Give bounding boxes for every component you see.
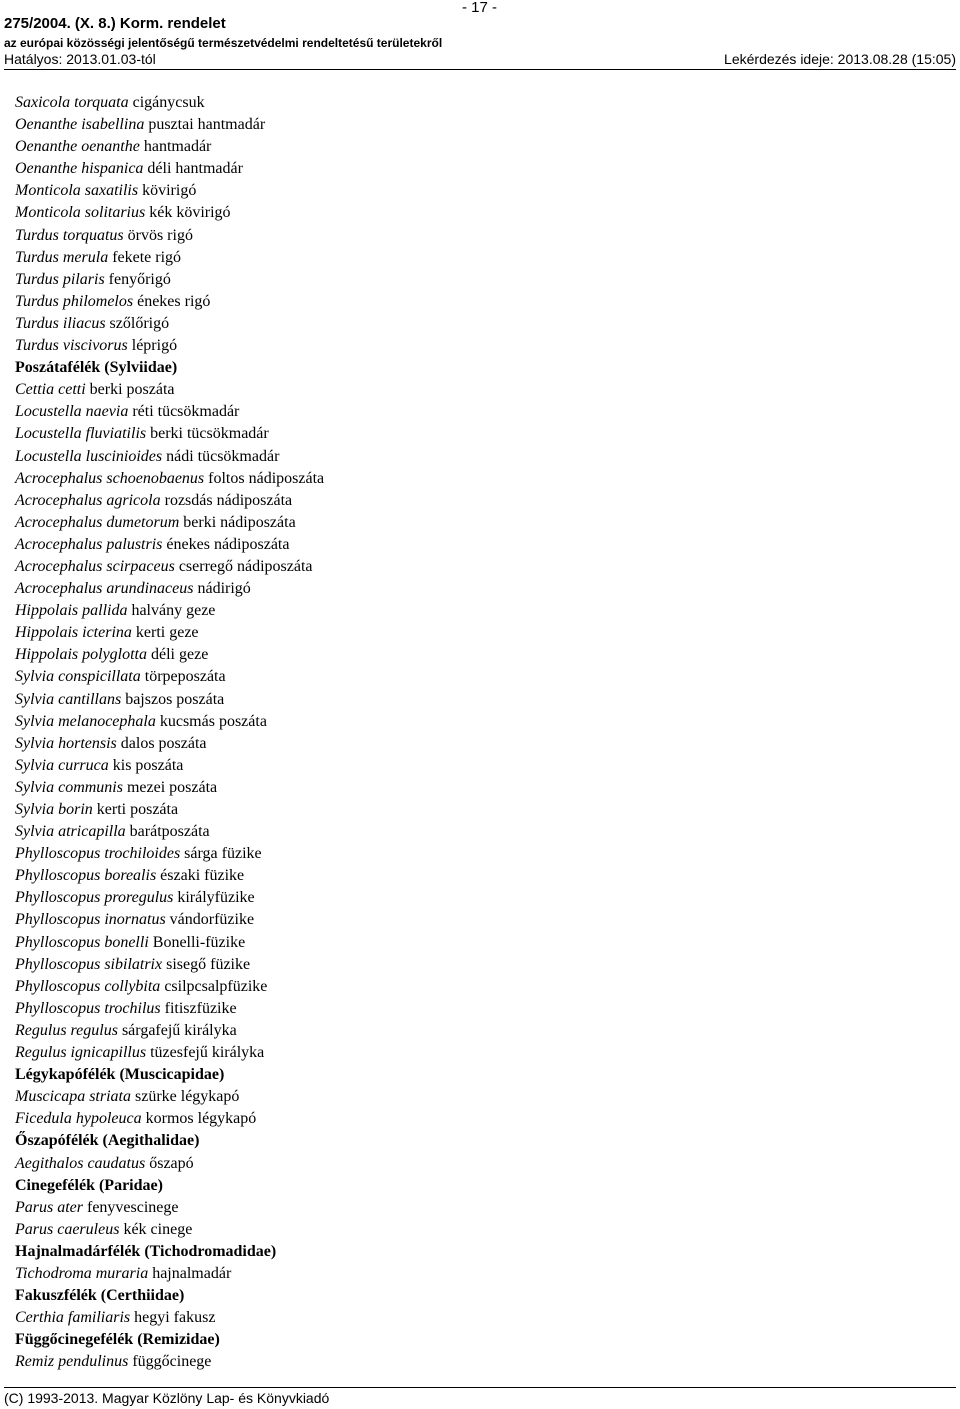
scientific-name: Sylvia cantillans [15, 690, 122, 708]
species-entry [15, 998, 324, 1020]
species-entry [15, 534, 324, 556]
common-name: cserregő nádiposzáta [174, 557, 313, 575]
common-name: kormos légykapó [141, 1110, 257, 1128]
species-entry [15, 423, 324, 445]
common-name: kerti geze [131, 624, 199, 642]
species-entry [15, 821, 324, 843]
scientific-name: Phylloscopus sibilatrix [15, 955, 163, 973]
scientific-name: Acrocephalus schoenobaenus [15, 469, 205, 487]
species-entry [15, 733, 324, 755]
scientific-name: Phylloscopus proregulus [15, 889, 174, 907]
species-entry [15, 887, 324, 909]
common-name: sárgafejű királyka [117, 1021, 237, 1039]
species-entry [15, 600, 324, 622]
document-title: 275/2004. (X. 8.) Korm. rendelet [4, 15, 226, 32]
species-entry [15, 468, 324, 490]
species-entry [15, 1263, 324, 1285]
family-heading: Cinegefélék (Paridae) [15, 1176, 163, 1194]
common-name: csilpcsalpfüzike [160, 977, 268, 995]
query-time: Lekérdezés ideje: 2013.08.28 (15:05) [724, 51, 956, 67]
scientific-name: Aegithalos caudatus [15, 1154, 146, 1172]
common-name: Bonelli-füzike [148, 933, 246, 951]
species-entry [15, 909, 324, 931]
common-name: fekete rigó [108, 248, 182, 266]
scientific-name: Hippolais pallida [15, 602, 128, 620]
common-name: sárga füzike [180, 845, 262, 863]
scientific-name: Turdus pilaris [15, 270, 105, 288]
species-entry [15, 1219, 324, 1241]
scientific-name: Sylvia borin [15, 801, 93, 818]
species-entry [15, 180, 324, 202]
species-entry [15, 269, 324, 291]
common-name: réti tücsökmadár [128, 403, 240, 421]
common-name: sisegő füzike [162, 955, 251, 973]
family-heading: Őszapófélék (Aegithalidae) [15, 1132, 200, 1150]
species-entry [15, 313, 324, 335]
common-name: kucsmás poszáta [155, 712, 267, 730]
common-name: törpeposzáta [140, 668, 226, 686]
scientific-name: Turdus viscivorus [15, 337, 128, 355]
family-heading: Függőcinegefélék (Remizidae) [15, 1331, 220, 1349]
species-list [15, 92, 324, 1373]
species-entry [15, 1042, 324, 1064]
species-entry [15, 92, 324, 114]
scientific-name: Sylvia conspicillata [15, 668, 141, 686]
common-name: berki tücsökmadár [146, 425, 269, 443]
footer-copyright: (C) 1993-2013. Magyar Közlöny Lap- és Könyvkiadó [4, 1390, 330, 1406]
species-entry [15, 755, 324, 777]
scientific-name: Monticola solitarius [15, 204, 146, 222]
common-name: nádirigó [193, 580, 251, 598]
species-entry [15, 711, 324, 733]
common-name: dalos poszáta [116, 734, 207, 752]
species-entry [15, 379, 324, 401]
scientific-name: Acrocephalus arundinaceus [15, 580, 194, 598]
scientific-name: Parus caeruleus [15, 1220, 120, 1238]
page-number: - 17 - [462, 0, 498, 16]
common-name: függőcinege [128, 1353, 212, 1371]
scientific-name: Hippolais icterina [15, 624, 132, 642]
species-entry [15, 843, 324, 865]
family-heading: Poszátafélék (Sylviidae) [15, 359, 178, 377]
species-entry [15, 666, 324, 688]
common-name: fenyvescinege [83, 1198, 179, 1216]
species-entry [15, 689, 324, 711]
scientific-name: Regulus ignicapillus [15, 1044, 147, 1062]
common-name: örvös rigó [123, 226, 193, 244]
scientific-name: Regulus regulus [15, 1021, 118, 1039]
species-entry [15, 136, 324, 158]
scientific-name: Phylloscopus inornatus [15, 911, 166, 929]
scientific-name: Parus ater [15, 1198, 83, 1216]
species-entry [15, 1307, 324, 1329]
common-name: fenyőrigó [104, 270, 171, 288]
common-name: léprigó [127, 337, 178, 355]
scientific-name: Muscicapa striata [15, 1088, 131, 1106]
scientific-name: Tichodroma muraria [15, 1264, 149, 1282]
common-name: kövirigó [138, 182, 197, 200]
scientific-name: Acrocephalus dumetorum [15, 513, 180, 531]
scientific-name: Phylloscopus bonelli [15, 933, 149, 951]
common-name: tüzesfejű királyka [146, 1044, 265, 1062]
common-name: halvány geze [127, 602, 216, 620]
scientific-name: Sylvia communis [15, 778, 123, 796]
species-entry [15, 1351, 324, 1373]
species-entry [15, 512, 324, 534]
scientific-name: Locustella naevia [15, 403, 129, 421]
common-name: hantmadár [139, 138, 212, 156]
scientific-name: Sylvia hortensis [15, 734, 117, 752]
common-name: cigánycsuk [128, 94, 205, 111]
scientific-name: Locustella luscinioides [15, 447, 163, 465]
species-entry [15, 799, 324, 821]
family-heading: Hajnalmadárfélék (Tichodromadidae) [15, 1242, 277, 1260]
species-entry [15, 158, 324, 180]
common-name: déli hantmadár [143, 160, 243, 178]
scientific-name: Sylvia atricapilla [15, 823, 126, 841]
scientific-name: Cettia cetti [15, 381, 86, 399]
species-entry [15, 622, 324, 644]
scientific-name: Turdus torquatus [15, 226, 124, 244]
common-name: énekes nádiposzáta [162, 535, 290, 553]
scientific-name: Remiz pendulinus [15, 1353, 129, 1371]
common-name: mezei poszáta [122, 778, 218, 796]
common-name: déli geze [147, 646, 209, 664]
species-entry [15, 556, 324, 578]
scientific-name: Turdus philomelos [15, 292, 134, 310]
family-heading: Légykapófélék (Muscicapidae) [15, 1066, 225, 1084]
scientific-name: Phylloscopus borealis [15, 867, 157, 885]
common-name: vándorfüzike [165, 911, 255, 929]
species-entry [15, 1020, 324, 1042]
common-name: nádi tücsökmadár [162, 447, 280, 465]
common-name: foltos nádiposzáta [204, 469, 325, 487]
species-entry [15, 578, 324, 600]
species-entry [15, 777, 324, 799]
common-name: pusztai hantmadár [144, 116, 266, 134]
common-name: szürke légykapó [131, 1088, 240, 1106]
common-name: énekes rigó [133, 292, 211, 310]
scientific-name: Locustella fluviatilis [15, 425, 147, 443]
valid-from: Hatályos: 2013.01.03-tól [4, 51, 156, 67]
species-entry [15, 865, 324, 887]
scientific-name: Oenanthe oenanthe [15, 138, 140, 156]
header-divider [4, 69, 956, 70]
species-entry [15, 976, 324, 998]
family-heading: Fakuszfélék (Certhiidae) [15, 1287, 185, 1305]
species-entry [15, 401, 324, 423]
scientific-name: Turdus iliacus [15, 314, 106, 332]
species-entry [15, 932, 324, 954]
common-name: berki nádiposzáta [179, 513, 296, 531]
species-entry [15, 114, 324, 136]
species-entry [15, 954, 324, 976]
common-name: bajszos poszáta [121, 690, 225, 708]
scientific-name: Certhia familiaris [15, 1309, 131, 1327]
species-entry [15, 446, 324, 468]
scientific-name: Ficedula hypoleuca [15, 1110, 142, 1128]
common-name: barátposzáta [125, 823, 210, 841]
species-entry [15, 1153, 324, 1175]
common-name: hegyi fakusz [130, 1309, 216, 1327]
document-subtitle: az európai közösségi jelentőségű természetvédelmi rendeltetésű területekről [4, 36, 443, 50]
scientific-name: Acrocephalus palustris [15, 535, 163, 553]
scientific-name: Hippolais polyglotta [15, 646, 147, 664]
species-entry [15, 1108, 324, 1130]
species-entry [15, 225, 324, 247]
scientific-name: Acrocephalus scirpaceus [15, 557, 175, 575]
species-entry [15, 335, 324, 357]
common-name: őszapó [145, 1154, 194, 1172]
species-entry [15, 490, 324, 512]
scientific-name: Saxicola torquata [15, 94, 129, 111]
common-name: kerti poszáta [92, 801, 179, 818]
scientific-name: Turdus merula [15, 248, 109, 266]
common-name: szőlőrigó [105, 314, 170, 332]
common-name: királyfüzike [173, 889, 255, 907]
scientific-name: Oenanthe hispanica [15, 160, 144, 178]
species-entry [15, 247, 324, 269]
species-entry [15, 1197, 324, 1219]
common-name: kék kövirigó [145, 204, 231, 222]
common-name: rozsdás nádiposzáta [160, 491, 293, 509]
common-name: kis poszáta [108, 756, 184, 774]
common-name: hajnalmadár [148, 1264, 232, 1282]
scientific-name: Phylloscopus collybita [15, 977, 161, 995]
scientific-name: Acrocephalus agricola [15, 491, 161, 509]
scientific-name: Phylloscopus trochiloides [15, 845, 181, 863]
common-name: kék cinege [119, 1220, 193, 1238]
common-name: északi füzike [156, 867, 245, 885]
scientific-name: Sylvia melanocephala [15, 712, 156, 730]
species-entry [15, 644, 324, 666]
species-entry [15, 291, 324, 313]
species-entry [15, 1086, 324, 1108]
scientific-name: Oenanthe isabellina [15, 116, 145, 134]
common-name: fitiszfüzike [160, 999, 237, 1017]
scientific-name: Monticola saxatilis [15, 182, 139, 200]
common-name: berki poszáta [85, 381, 175, 399]
scientific-name: Phylloscopus trochilus [15, 999, 161, 1017]
scientific-name: Sylvia curruca [15, 756, 109, 774]
footer-divider [4, 1387, 956, 1388]
species-entry [15, 202, 324, 224]
